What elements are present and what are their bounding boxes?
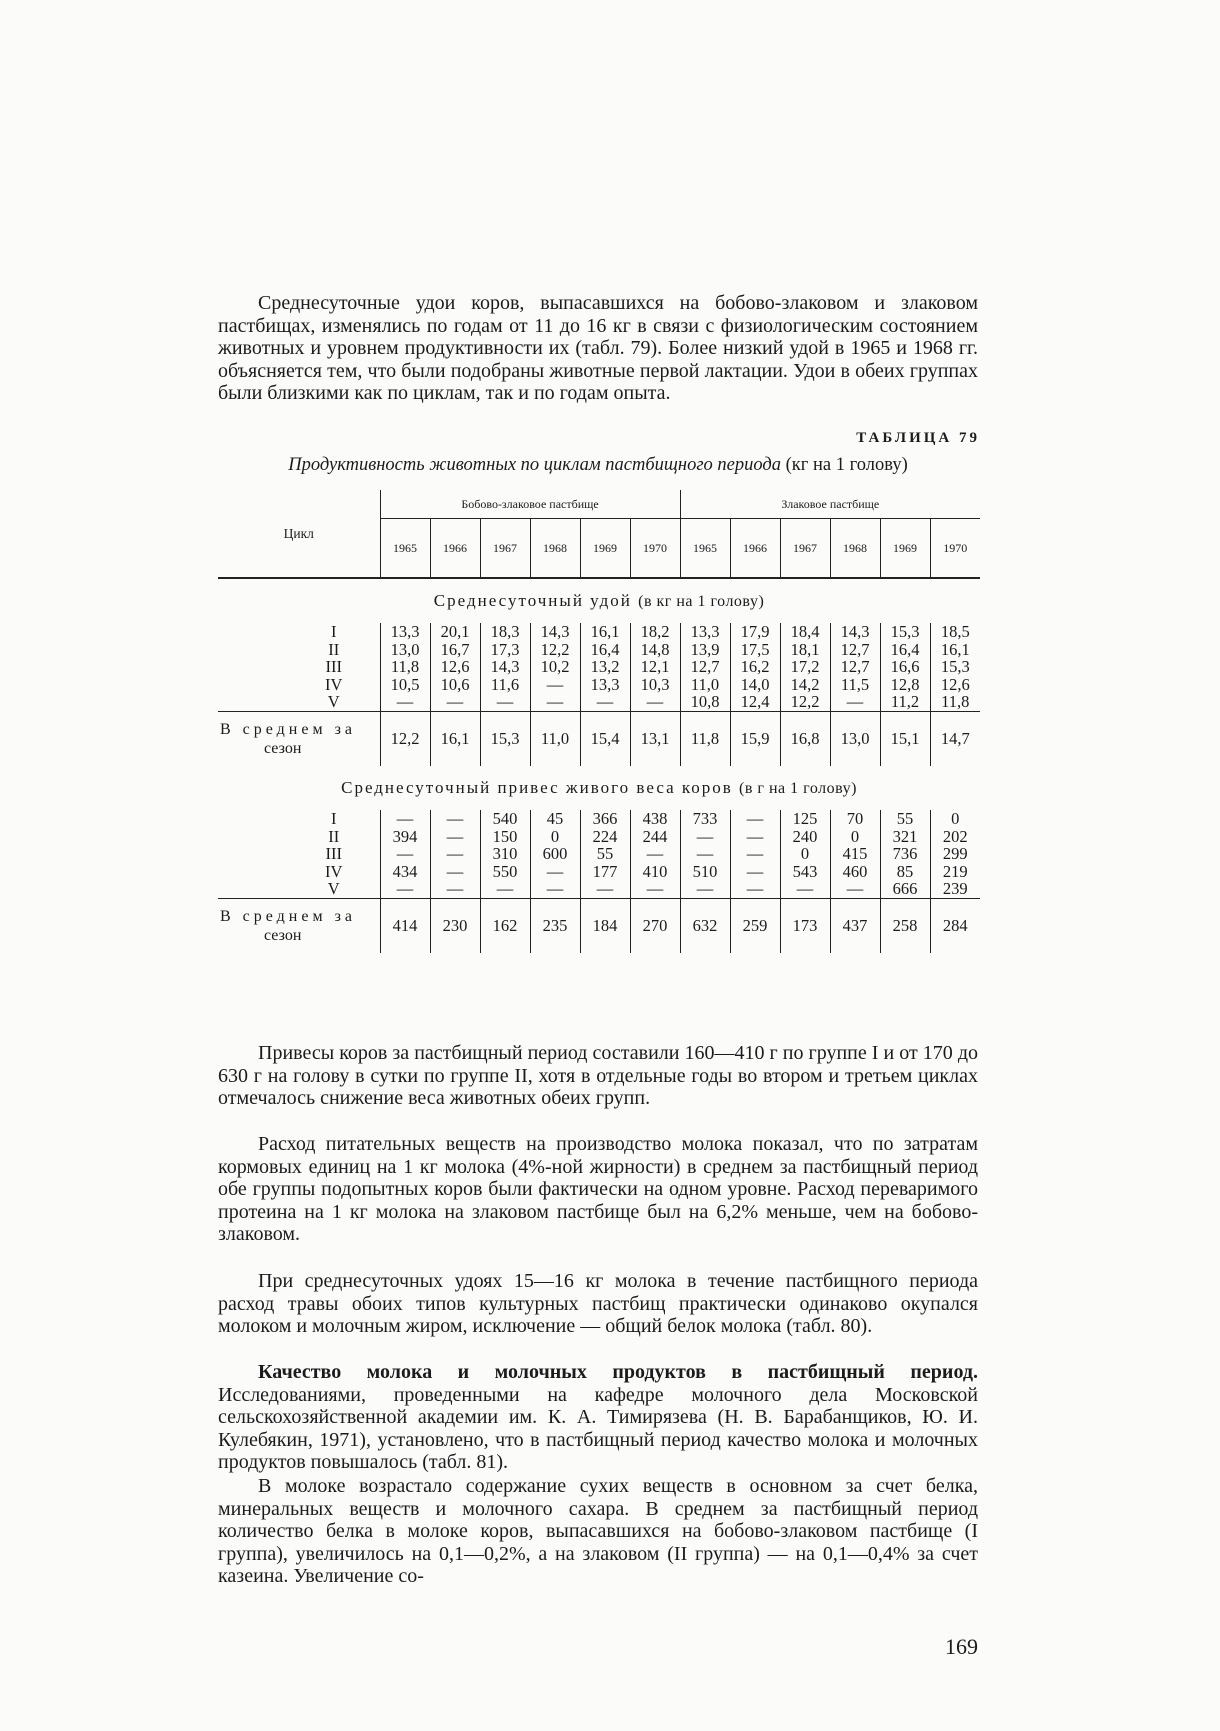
- cycle-labels: I II III IV V: [325, 808, 343, 899]
- paragraph-milk-quality: [218, 1361, 978, 1474]
- gain-avg-cell: 162: [480, 898, 530, 953]
- section-weight-gain: [218, 766, 980, 810]
- average-label: [218, 711, 380, 766]
- gain-col: 366 224 55 177 —: [580, 810, 630, 898]
- header-year: 1969: [580, 519, 630, 579]
- section-milk-units: (в кг на 1 голову): [638, 593, 765, 610]
- milk-avg-cell: 11,8: [680, 711, 730, 766]
- weight-gain-average-row: [218, 898, 980, 953]
- gain-avg-cell: 230: [430, 898, 480, 953]
- milk-quality-text: Исследованиями, проведенными на кафедре молочного дела Московской сельскохозяйственной академии им. К. А. Тимирязева (Н. В. Барабанщиков, Ю. И. Кулебякин, 1971), установлено, что в пастбищный период качество молока и молочных продуктов повышалось (табл. 81).: [218, 1383, 978, 1474]
- gain-col: 438 244 — 410 —: [630, 810, 680, 898]
- paragraph-nutrient-use: Расход питательных веществ на производство молока показал, что по затратам кормовых единиц на 1 кг молока (4%-ной жирности) в среднем за пастбищный период обе группы подопытных коров были фактически на одном уровне. Расход переваримого протеина на 1 кг молока на злаковом пастбище был на 6,2% меньше, чем на бобово-злаковом.: [218, 1133, 978, 1246]
- milk-avg-cell: 16,8: [780, 711, 830, 766]
- milk-col: 14,3 12,7 12,7 11,5 —: [830, 623, 880, 711]
- paragraph-grass-payback: При среднесуточных удоях 15—16 кг молока в течение пастбищного периода расход травы обоих типов культурных пастбищ практически одинаково окупался молоком и молочным жиром, исключение — общий белок молока (табл. 80).: [218, 1270, 978, 1338]
- gain-avg-cell: 414: [380, 898, 430, 953]
- productivity-table: [218, 490, 980, 953]
- milk-avg-cell: 15,4: [580, 711, 630, 766]
- section-gain-title: Среднесуточный привес живого веса коров: [341, 777, 733, 797]
- header-group-legume-grass: Бобово-злаковое пастбище: [380, 490, 680, 519]
- average-label: [218, 898, 380, 953]
- milk-avg-cell: 16,1: [430, 711, 480, 766]
- gain-col: 45 0 600 — —: [530, 810, 580, 898]
- milk-col: 13,3 13,0 11,8 10,5 —: [380, 623, 430, 711]
- gain-avg-cell: 173: [780, 898, 830, 953]
- gain-col: 125 240 0 543 —: [780, 810, 830, 898]
- gain-col: — — — — —: [430, 810, 480, 898]
- gain-avg-cell: 284: [930, 898, 980, 953]
- header-group-grass: Злаковое пастбище: [680, 490, 980, 519]
- milk-col: 18,3 17,3 14,3 11,6 —: [480, 623, 530, 711]
- paragraph-dry-matter: В молоке возрастало содержание сухих веществ в основном за счет белка, минеральных веществ и молочного сахара. В среднем за пастбищный период количество белка в молоке коров, выпасавшихся на бобово-злаковом пастбище (I группа), увеличилось на 0,1—0,2%, а на злаковом (II группа) — на 0,1—0,4% за счет казеина. Увеличение со-: [218, 1475, 978, 1588]
- milk-yield-average-row: [218, 711, 980, 766]
- header-year: 1967: [480, 519, 530, 579]
- header-year: 1969: [880, 519, 930, 579]
- page-number: 169: [945, 1634, 978, 1659]
- section-gain-units: (в г на 1 голову): [739, 779, 857, 797]
- header-year: 1968: [830, 519, 880, 579]
- milk-avg-cell: 13,1: [630, 711, 680, 766]
- milk-avg-cell: 11,0: [530, 711, 580, 766]
- gain-col: 0 202 299 219 239: [930, 810, 980, 898]
- table-caption-units: (кг на 1 голову): [785, 455, 908, 475]
- milk-avg-cell: 13,0: [830, 711, 880, 766]
- average-label-line2: сезон: [264, 739, 302, 757]
- table-caption: [218, 455, 978, 476]
- gain-avg-cell: 235: [530, 898, 580, 953]
- header-cycle: Цикл: [283, 525, 314, 541]
- header-year: 1970: [630, 519, 680, 579]
- gain-avg-cell: 258: [880, 898, 930, 953]
- milk-avg-cell: 15,1: [880, 711, 930, 766]
- milk-col: 18,4 18,1 17,2 14,2 12,2: [780, 623, 830, 711]
- average-label-line1: В среднем за: [220, 720, 357, 738]
- paragraph-weight-gain: Привесы коров за пастбищный период составили 160—410 г по группе I и от 170 до 630 г на голову в сутки по группе II, хотя в отдельные годы во втором и третьем циклах отмечалось снижение веса животных обеих групп.: [218, 1042, 978, 1110]
- gain-col: — 394 — 434 —: [380, 810, 430, 898]
- milk-col: 14,3 12,2 10,2 — —: [530, 623, 580, 711]
- gain-col: 733 — — 510 —: [680, 810, 730, 898]
- gain-col: 70 0 415 460 —: [830, 810, 880, 898]
- gain-avg-cell: 184: [580, 898, 630, 953]
- gain-col: 540 150 310 550 —: [480, 810, 530, 898]
- header-year: 1966: [730, 519, 780, 579]
- header-year: 1965: [680, 519, 730, 579]
- average-label-line2: сезон: [264, 926, 302, 944]
- table-label: ТАБЛИЦА 79: [856, 430, 980, 446]
- cycle-labels: I II III IV V: [325, 622, 343, 712]
- header-year: 1967: [780, 519, 830, 579]
- milk-quality-heading: Качество молока и молочных продуктов в пастбищный период.: [258, 1361, 978, 1383]
- gain-avg-cell: 632: [680, 898, 730, 953]
- section-milk-title: Среднесуточный удой: [433, 591, 632, 610]
- milk-avg-cell: 12,2: [380, 711, 430, 766]
- table-header-groups: [218, 490, 980, 519]
- milk-yield-rows: [218, 623, 980, 711]
- gain-col: 55 321 736 85 666: [880, 810, 930, 898]
- milk-col: 20,1 16,7 12,6 10,6 —: [430, 623, 480, 711]
- milk-col: 13,3 13,9 12,7 11,0 10,8: [680, 623, 730, 711]
- milk-col: 16,1 16,4 13,2 13,3 —: [580, 623, 630, 711]
- paragraph-milk-yield: Среднесуточные удои коров, выпасавшихся на бобово-злаковом и злаковом пастбищах, изменялись по годам от 11 до 16 кг в связи с физиологическим состоянием животных и уровнем продуктивности их (табл. 79). Более низкий удой в 1965 и 1968 гг. объясняется тем, что были подобраны животные первой лактации. Удои в обеих группах были близкими как по циклам, так и по годам опыта.: [218, 292, 978, 405]
- gain-avg-cell: 259: [730, 898, 780, 953]
- header-year: 1970: [930, 519, 980, 579]
- section-milk-yield: [218, 578, 980, 623]
- milk-avg-cell: 15,9: [730, 711, 780, 766]
- header-year: 1966: [430, 519, 480, 579]
- milk-avg-cell: 14,7: [930, 711, 980, 766]
- table-caption-title: Продуктивность животных по циклам пастбищного периода: [288, 455, 781, 475]
- milk-col: 15,3 16,4 16,6 12,8 11,2: [880, 623, 930, 711]
- gain-col: — — — — —: [730, 810, 780, 898]
- gain-avg-cell: 437: [830, 898, 880, 953]
- milk-col: 17,9 17,5 16,2 14,0 12,4: [730, 623, 780, 711]
- milk-col: 18,2 14,8 12,1 10,3 —: [630, 623, 680, 711]
- header-year: 1965: [380, 519, 430, 579]
- gain-avg-cell: 270: [630, 898, 680, 953]
- milk-col: 18,5 16,1 15,3 12,6 11,8: [930, 623, 980, 711]
- header-year: 1968: [530, 519, 580, 579]
- weight-gain-rows: [218, 810, 980, 898]
- average-label-line1: В среднем за: [220, 907, 357, 925]
- milk-avg-cell: 15,3: [480, 711, 530, 766]
